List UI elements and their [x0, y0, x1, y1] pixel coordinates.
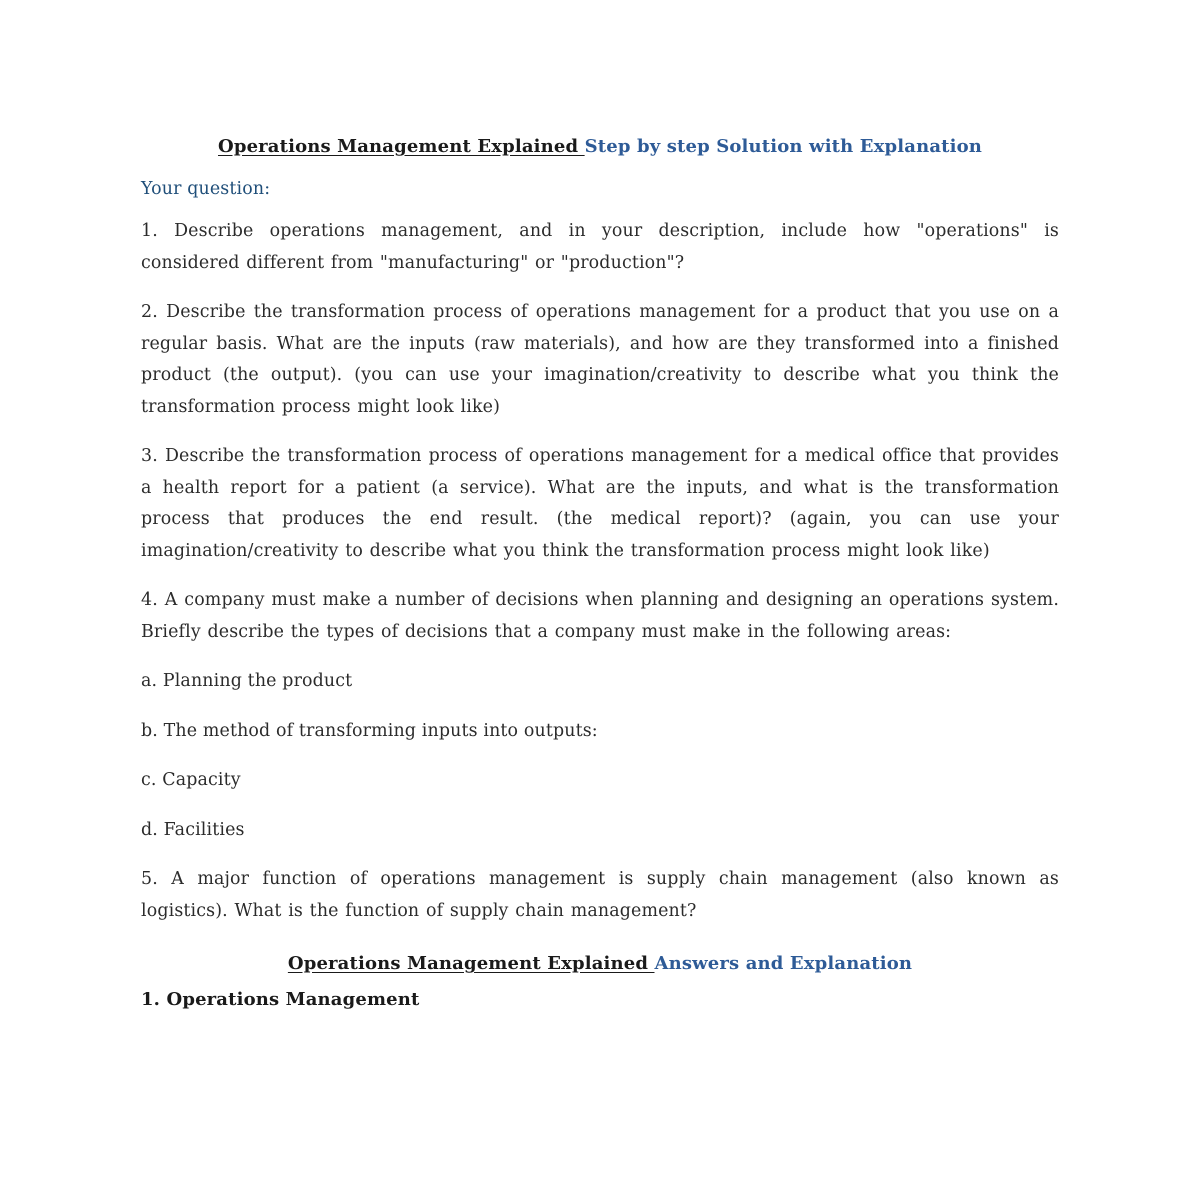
sub-item-b: b. The method of transforming inputs into outputs: — [141, 720, 598, 741]
answer-title-main: Operations Management Explained — [287, 953, 655, 974]
question-5: 5. A major function of operations management is supply chain management (also known as logistics). What is the function of supply chain management? — [141, 869, 1059, 921]
question-3: 3. Describe the transformation process of operations management for a medical office that provides a health report for a patient (a service). What are the inputs, and what is the transformation process that produces the end result. (the medical report)? (again, you can use your imagination/creativity to describe what you think the transformation process might look like) — [141, 446, 1059, 561]
sub-item-a: a. Planning the product — [141, 671, 353, 691]
title-subtitle: Step by step Solution with Explanation — [584, 136, 982, 157]
document-page — [141, 132, 1059, 1015]
document-title — [141, 132, 1059, 162]
question-4: 4. A company must make a number of decisions when planning and designing an operations system. Briefly describe the types of decisions that a company must make in the following areas: — [141, 590, 1059, 642]
question-1: 1. Describe operations management, and in your description, include how "operations" is considered different from "manufacturing" or "production"? — [141, 221, 1059, 273]
answer-subhead: 1. Operations Management — [141, 989, 420, 1010]
title-main: Operations Management Explained — [218, 136, 585, 157]
sub-item-c: c. Capacity — [141, 770, 241, 790]
answer-title — [141, 949, 1059, 979]
sub-item-d: d. Facilities — [141, 819, 245, 840]
question-2: 2. Describe the transformation process of operations management for a product that you use on a regular basis. What are the inputs (raw materials), and how are they transformed into a finished product (the output). (you can use your imagination/creativity to describe what you think the transformation process might look like) — [141, 302, 1059, 417]
question-label: Your question: — [141, 179, 271, 199]
answer-title-subtitle: Answers and Explanation — [654, 953, 913, 974]
